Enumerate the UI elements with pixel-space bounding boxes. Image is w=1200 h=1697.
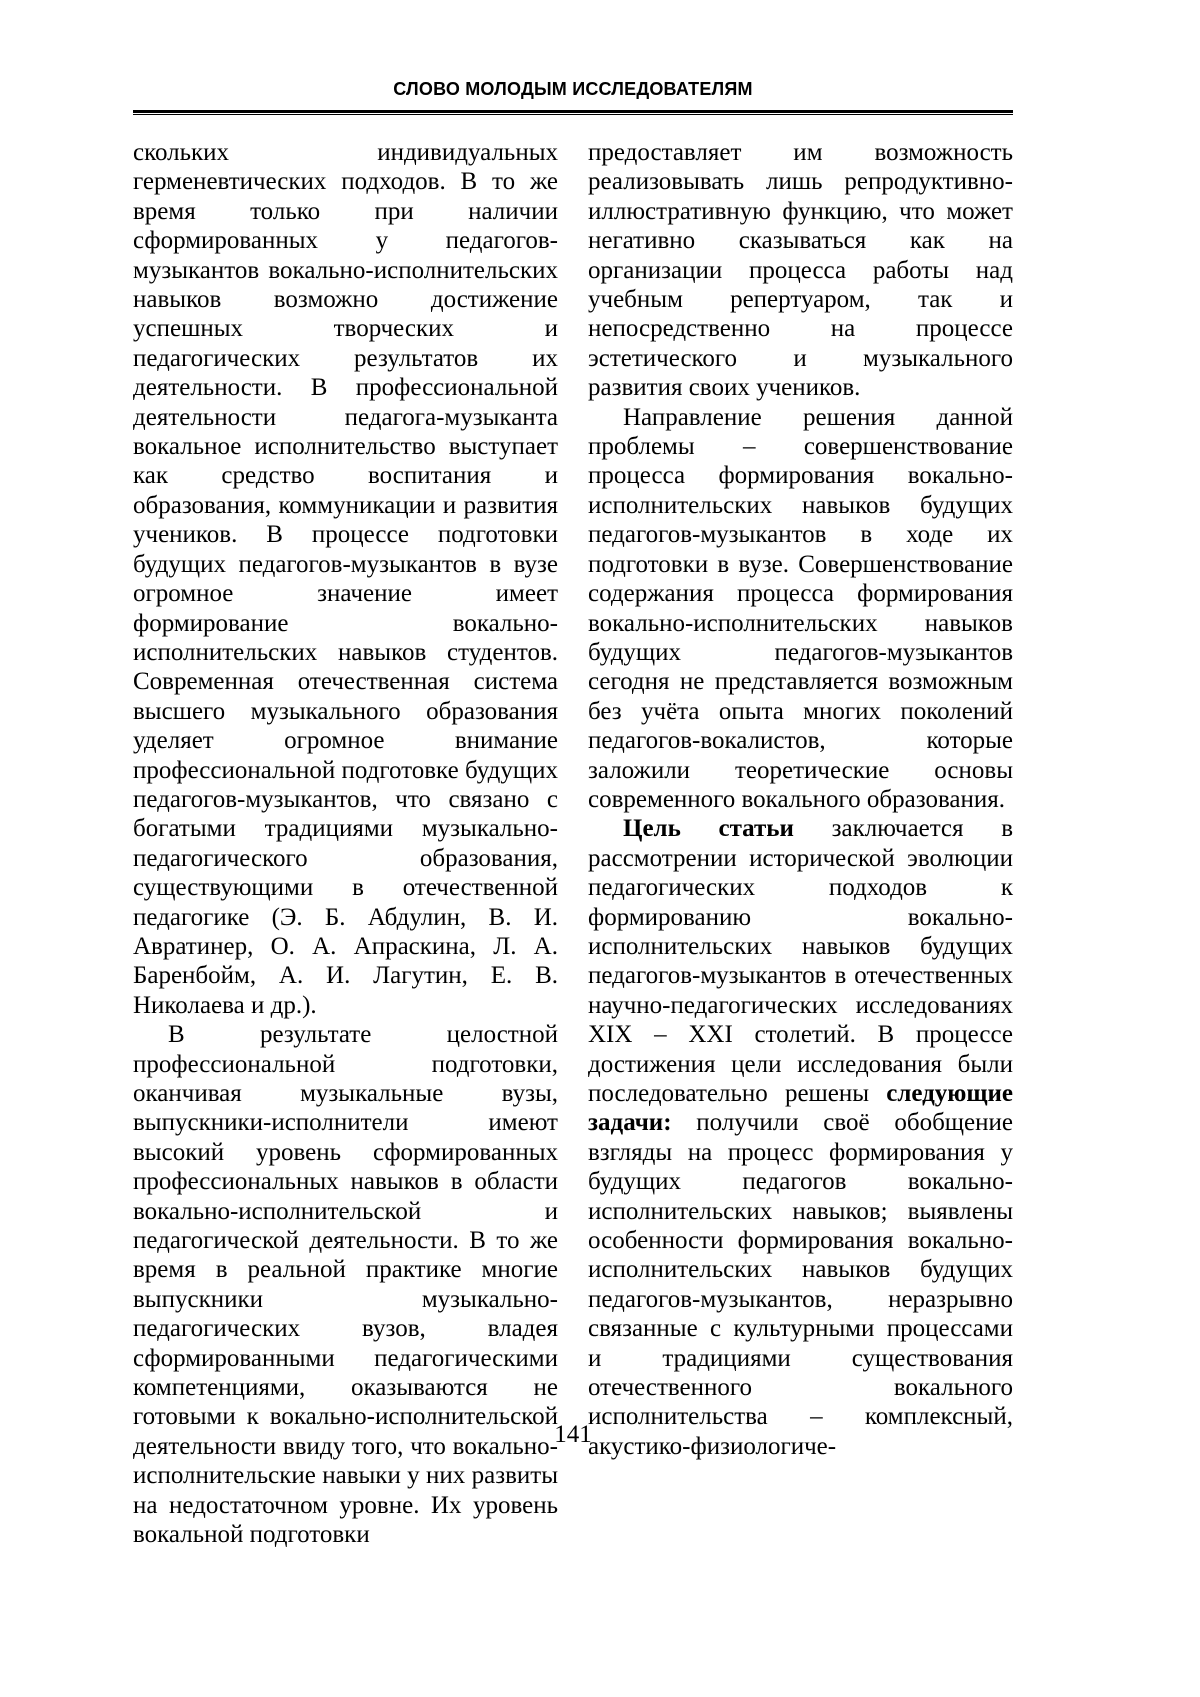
paragraph-text: заключается в рассмотрении исторической эволюции педагогических подходов к формированию вокально-исполнительских навыков будущих педагогов-музыкантов в отечественных научно-педагогических исследованиях XIX – XXI столетий. В процессе достижения цели исследования были последовательно решены — [588, 815, 1013, 1107]
column-right — [588, 138, 1013, 1550]
paragraph: Направление решения данной проблемы – совершенствование процесса формирования вокально-исполнительских навыков будущих педагогов-музыкантов в ходе их подготовки в вузе. Совершенствование содержания процесса формирования вокально-исполнительских навыков будущих педагогов-музыкантов сегодня не представляется возможным без учёта опыта многих поколений педагогов-вокалистов, которые заложили теоретические основы современного вокального образования. — [588, 403, 1013, 813]
running-head: СЛОВО МОЛОДЫМ ИССЛЕДОВАТЕЛЯМ — [393, 79, 753, 99]
paragraph: скольких индивидуальных герменевтических подходов. В то же время только при наличии сформированных у педагогов-музыкантов вокально-исполнительских навыков возможно достижение успешных творческих и педагогических результатов их деятельности. В профессиональной деятельности педагога-музыканта вокальное исполнительство выступает как средство воспитания и образования, коммуникации и развития учеников. В процессе подготовки будущих педагогов-музыкантов в вузе огромное значение имеет формирование вокально-исполнительских навыков студентов. Современная отечественная система высшего музыкального образования уделяет огромное внимание профессиональной подготовке будущих педагогов-музыкантов, что связано с богатыми традициями музыкально-педагогического образования, существующими в отечественной педагогике (Э. Б. Абдулин, В. И. Авратинер, О. А. Апраскина, Л. А. Баренбойм, А. И. Лагутин, Е. В. Николаева и др.). — [133, 139, 558, 1019]
page-number: 141 — [554, 1421, 592, 1448]
column-left — [133, 138, 558, 1550]
text-columns — [133, 138, 1013, 1550]
bold-phrase-tasks: следующие задачи: — [588, 1080, 1013, 1137]
page-content — [133, 80, 1013, 1550]
paragraph-text: получили своё обобщение взгляды на процесс формирования у будущих педагогов вокально-исполнительских навыков; выявлены особенности формирования вокально-исполнительских навыков будущих педагогов-музыкантов, неразрывно связанные с культурными процессами и традициями существования отечественного вокального исполнительства – комплексный, акустико-физиологиче- — [588, 1109, 1013, 1460]
header-rule — [133, 110, 1013, 115]
paragraph: В результате целостной профессиональной подготовки, оканчивая музыкальные вузы, выпускники-исполнители имеют высокий уровень сформированных профессиональных навыков в области вокально-исполнительской и педагогической деятельности. В то же время в реальной практике многие выпускники музыкально-педагогических вузов, владея сформированными педагогическими компетенциями, оказываются не готовыми к вокально-исполнительской деятельности ввиду того, что вокально-исполнительские навыки у них развиты на недостаточном уровне. Их уровень вокальной подготовки — [133, 1021, 558, 1549]
bold-phrase-goal: Цель статьи — [623, 815, 794, 843]
paragraph: предоставляет им возможность реализовывать лишь репродуктивно-иллюстративную функцию, что может негативно сказываться как на организации процесса работы над учебным репертуаром, так и непосредственно на процессе эстетического и музыкального развития своих учеников. — [588, 139, 1013, 402]
paragraph — [588, 814, 1013, 1461]
